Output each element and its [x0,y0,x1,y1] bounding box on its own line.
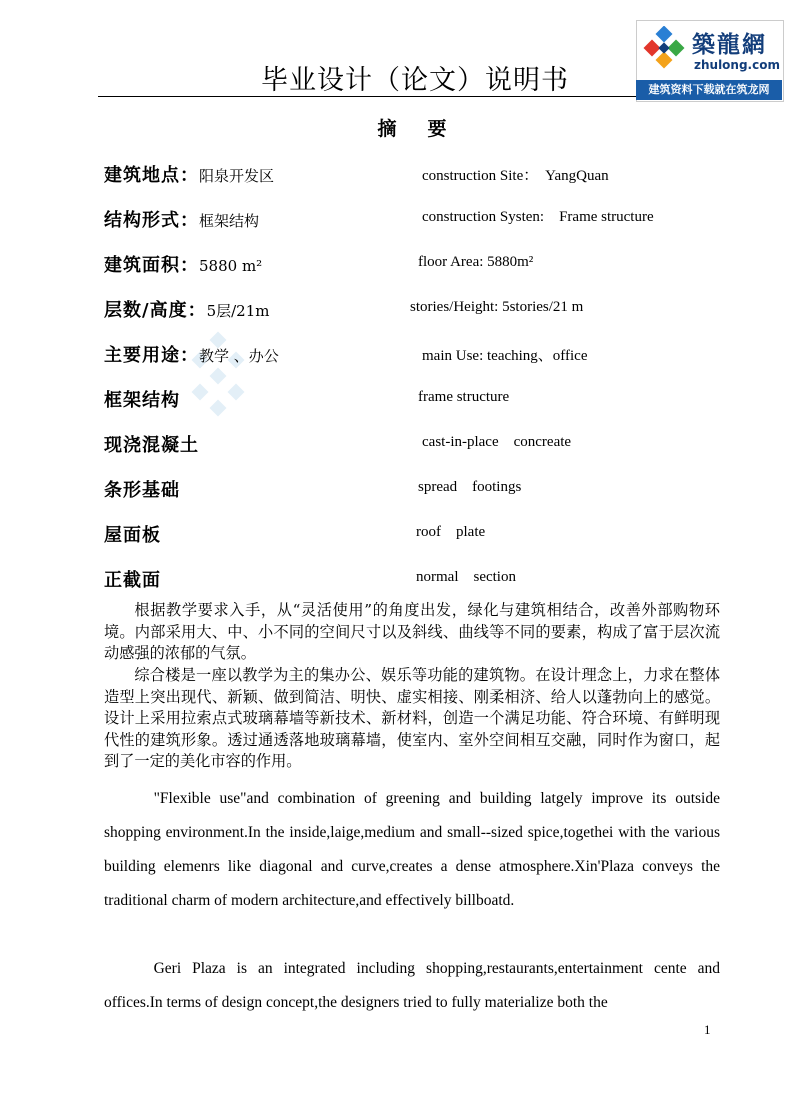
term-cn: 屋面板 [104,525,161,546]
info-key [104,341,279,367]
logo-domain: zhulong.com [694,58,780,72]
info-en-value: stories/Height: 5stories/21 m [410,299,584,315]
info-en-value: construction Site： YangQuan [422,168,609,184]
info-row-usage [0,341,800,371]
chinese-paragraph-1: 根据教学要求入手，从“灵活使用”的角度出发，绿化与建筑相结合，改善外部购物环境。内部采用大、中、小不同的空间尺寸以及斜线、曲线等不同的要素，构成了富于层次流动感强的浓郁的气氛。 [104,601,720,662]
document-header-title: 毕业设计（论文）说明书 [261,65,569,96]
term-cn: 框架结构 [104,390,180,411]
term-cn: 现浇混凝土 [104,435,199,456]
english-paragraph-2: Geri Plaza is an integrated including shopping,restaurants,entertainment cente and offices.In terms of design concept,the designers tried to fully materialize both the [104,960,720,1011]
info-cn-value: 5880 m² [199,257,263,275]
term-en: frame structure [418,389,510,405]
term-en: cast-in-place concreate [422,434,572,450]
info-cn-value: 5层/21m [206,302,270,320]
info-row-site [0,161,800,191]
page-number: 1 [704,1022,711,1037]
info-cn-value: 阳泉开发区 [199,167,275,185]
term-cn: 条形基础 [104,480,180,501]
english-paragraph-1: "Flexible use"and combination of greening and building latgely improve its outside shopping environment.In the inside,laige,medium and small--sized spice,togethei with the various building elemenrs like diagonal and curve,creates a dense atmosphere.Xin'Plaza conveys the traditional charm of modern architecture,and effectively billboatd. [104,790,720,909]
info-key-label: 建筑地点： [104,165,199,186]
info-cn-value: 框架结构 [199,212,260,230]
info-row-area [0,251,800,281]
term-row-cast-in-place [0,431,800,461]
info-cn-value: 教学 、办公 [199,347,279,365]
term-row-normal-section [0,566,800,596]
info-en-value: construction Systen: Frame structure [422,209,654,225]
info-key [104,206,259,232]
info-key [104,296,270,322]
logo-banner: 建筑资料下载就在筑龙网 [636,80,782,100]
info-row-stories [0,296,800,326]
info-key-label: 结构形式： [104,210,199,231]
info-key-label: 主要用途： [104,345,199,366]
term-row-footings [0,476,800,506]
info-en-value: floor Area: 5880m² [418,254,534,270]
info-key [104,161,274,187]
chinese-paragraph-2: 综合楼是一座以教学为主的集办公、娱乐等功能的建筑物。在设计理念上，力求在整体造型上突出现代、新颖、做到简洁、明快、虚实相接、刚柔相济、给人以蓬勃向上的感觉。设计上采用拉索点式玻璃幕墙等新技术、新材料，创造一个满足功能、符合环境、有鲜明现代性的建筑形象。透过通透落地玻璃幕墙，使室内、室外空间相互交融，同时作为窗口，起到了一定的美化市容的作用。 [104,666,720,770]
info-en-value: main Use: teaching、office [422,348,588,364]
term-en: roof plate [416,524,486,540]
info-key-label: 层数/高度： [104,300,207,321]
term-en: spread footings [418,479,522,495]
term-row-roof-plate [0,521,800,551]
term-cn: 正截面 [104,570,161,591]
logo-chinese-name: 築龍網 [692,32,767,58]
info-row-structure [0,206,800,236]
info-key-label: 建筑面积： [104,255,199,276]
term-row-frame-structure [0,386,800,416]
term-en: normal section [416,569,516,585]
info-key [104,251,262,277]
header-divider [98,96,720,97]
zhulong-logo[interactable] [636,20,782,100]
abstract-title: 摘 要 [377,118,453,140]
logo-mark-icon [642,26,688,76]
